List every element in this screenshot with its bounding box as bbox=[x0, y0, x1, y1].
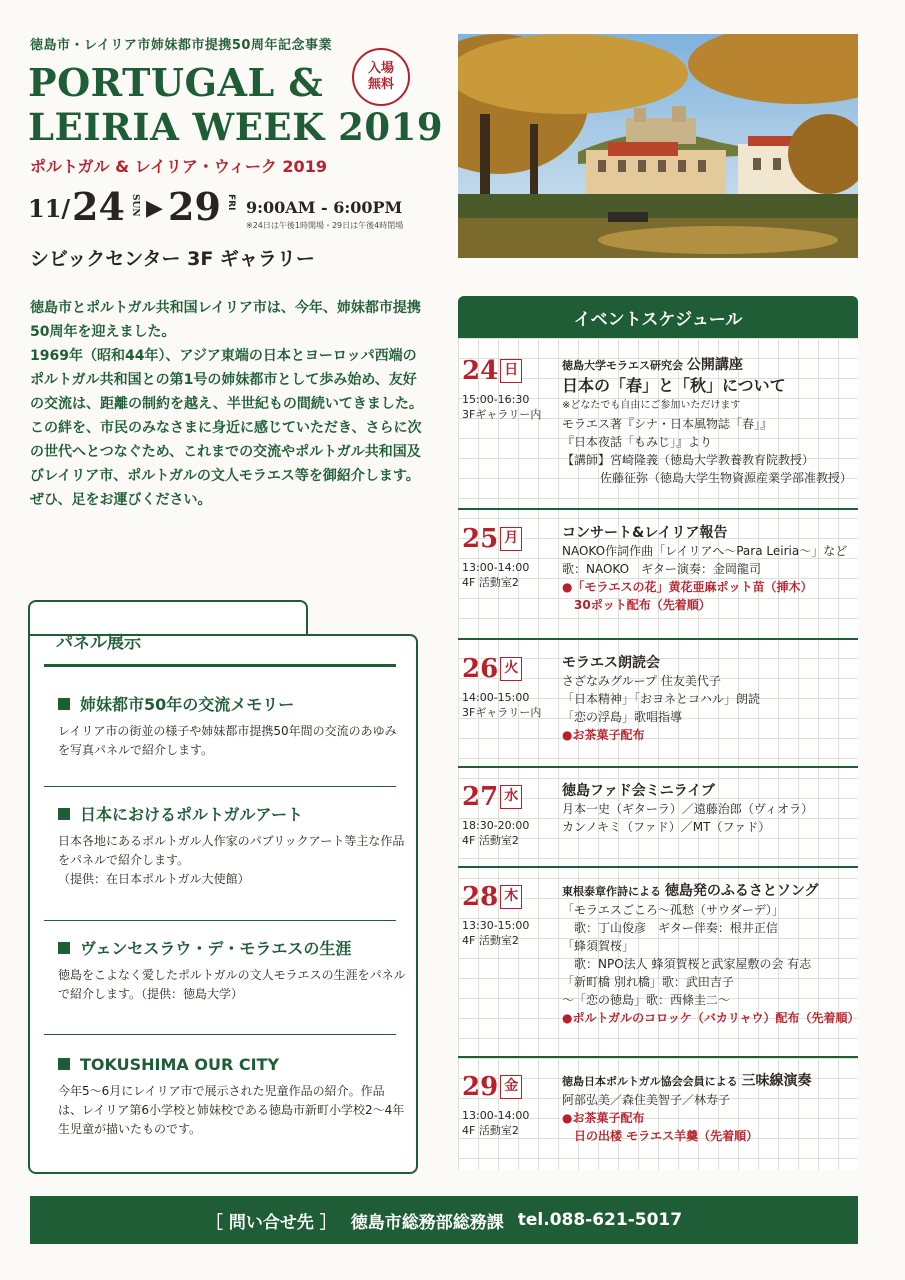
event-highlight: 30ポット配布（先着順） bbox=[574, 598, 711, 612]
event-details bbox=[562, 1072, 858, 1145]
panel-item bbox=[58, 804, 408, 889]
hours-note: ※24日は午後1時開場・29日は午後4時閉場 bbox=[246, 221, 404, 230]
start-day: 24 bbox=[72, 184, 125, 229]
event-line: 『日本夜話「もみじ」』より bbox=[562, 435, 713, 449]
event-day: 29 bbox=[462, 1072, 499, 1102]
panel-item-text: レイリア市の街並の様子や姉妹都市提携50年間の交流のあゆみを写真パネルで紹介します。 bbox=[58, 724, 397, 757]
panel-item bbox=[58, 694, 408, 760]
event-details bbox=[562, 782, 858, 836]
square-bullet-icon bbox=[58, 1058, 70, 1070]
event-highlight: ●お茶菓子配布 bbox=[562, 1111, 645, 1125]
intro-paragraph: 徳島市とポルトガル共和国レイリア市は、今年、姉妹都市提携50周年を迎えました。 bbox=[30, 300, 421, 340]
panel-item-text: 日本各地にあるポルトガル人作家のパブリックアート等主な作品をパネルで紹介します。 bbox=[58, 834, 405, 867]
event-time: 15:00-16:30 bbox=[462, 393, 530, 406]
event-line: 歌：NAOKO ギター演奏：金岡龍司 bbox=[562, 562, 761, 576]
schedule-event bbox=[458, 782, 858, 862]
opening-hours: 9:00AM - 6:00PM bbox=[246, 198, 403, 217]
panel-item bbox=[58, 938, 408, 1004]
badge-line-1: 入場 bbox=[367, 61, 394, 76]
event-date bbox=[462, 654, 522, 684]
panel-item-text: 今年5～6月にレイリア市で展示された児童作品の紹介。作品は、レイリア第6小学校と姉妹校である徳島市新町小学校2～4年生児童が描いたものです。 bbox=[58, 1084, 405, 1136]
contact-footer bbox=[30, 1196, 858, 1244]
event-subtitle: 日本の「春」と「秋」について bbox=[562, 376, 786, 395]
event-organizer: 東根泰章作詩による bbox=[562, 885, 661, 898]
event-weekday: 日 bbox=[500, 359, 522, 383]
contact-org: 徳島市総務部総務課 bbox=[350, 1212, 504, 1233]
event-highlight: ●ポルトガルのコロッケ（バカリャウ）配布（先着順） bbox=[562, 1011, 860, 1025]
title-japanese: ポルトガル & レイリア・ウィーク 2019 bbox=[30, 157, 327, 176]
event-details bbox=[562, 356, 858, 487]
event-place: 4F 活動室2 bbox=[462, 1124, 519, 1137]
schedule-event bbox=[458, 1072, 858, 1162]
event-title: 徳島ファド会ミニライブ bbox=[562, 783, 715, 799]
event-time-place bbox=[462, 1108, 529, 1138]
event-place: 4F 活動室2 bbox=[462, 934, 519, 947]
event-line: NAOKO作詞作曲「レイリアへ～Para Leiria～」など bbox=[562, 544, 848, 558]
square-bullet-icon bbox=[58, 942, 70, 954]
panel-item-heading: ヴェンセスラウ・デ・モラエスの生涯 bbox=[58, 938, 408, 960]
event-details bbox=[562, 882, 858, 1027]
title-line-1: PORTUGAL & bbox=[28, 60, 324, 105]
event-day: 25 bbox=[462, 524, 499, 554]
free-admission-badge bbox=[352, 48, 410, 106]
end-weekday: FRI bbox=[226, 194, 236, 211]
event-line: 「日本精神」「おヨネとコハル」朗読 bbox=[562, 692, 761, 706]
event-time-place bbox=[462, 818, 529, 848]
event-organizer: 徳島日本ポルトガル協会会員による bbox=[562, 1075, 738, 1088]
schedule-event bbox=[458, 654, 858, 754]
event-details bbox=[562, 524, 858, 614]
start-month: 11/ bbox=[28, 194, 71, 223]
event-weekday: 金 bbox=[500, 1075, 522, 1099]
contact-label: ［ 問い合せ先 ］ bbox=[205, 1212, 337, 1233]
event-line: 歌：丁山俊彦 ギター伴奏：根井正信 bbox=[574, 921, 778, 935]
event-place: 4F 活動室2 bbox=[462, 834, 519, 847]
badge-line-2: 無料 bbox=[367, 77, 394, 92]
event-highlight: 日の出楼 モラエス羊羹（先着順） bbox=[574, 1129, 759, 1143]
start-weekday: SUN bbox=[130, 194, 140, 217]
panel-divider bbox=[44, 1034, 396, 1035]
schedule-event bbox=[458, 882, 858, 1042]
event-time-place bbox=[462, 918, 529, 948]
event-highlight: ●「モラエスの花」黄花亜麻ポット苗（挿木） bbox=[562, 580, 813, 594]
event-date bbox=[462, 782, 522, 812]
title-line-2: LEIRIA WEEK 2019 bbox=[28, 105, 444, 149]
intro-paragraph: この絆を、市民のみなさまに身近に感じていただき、さらに次の世代へとつなぐため、これまでの交流やポルトガル共和国及びレイリア市、ポルトガルの文人モラエス等を御紹介します。ぜひ、足をお運びください。 bbox=[30, 420, 422, 508]
event-day: 26 bbox=[462, 654, 499, 684]
event-title: コンサート&レイリア報告 bbox=[562, 525, 728, 541]
event-line: さざなみグループ 住友美代子 bbox=[562, 674, 721, 688]
event-subtitle: 徳島市・レイリア市姉妹都市提携50周年記念事業 bbox=[30, 38, 332, 53]
event-separator bbox=[458, 508, 858, 510]
event-dates bbox=[28, 186, 428, 234]
schedule-event bbox=[458, 524, 858, 624]
event-note: ※どなたでも自由にご参加いただけます bbox=[562, 400, 741, 411]
panel-item-heading: TOKUSHIMA OUR CITY bbox=[58, 1054, 408, 1076]
event-place: 3Fギャラリー内 bbox=[462, 706, 542, 719]
event-time: 14:00-15:00 bbox=[462, 691, 530, 704]
event-time: 13:00-14:00 bbox=[462, 1109, 530, 1122]
event-date bbox=[462, 524, 522, 554]
contact-tel[interactable]: tel.088-621-5017 bbox=[517, 1210, 683, 1230]
event-line: カンノキミ（ファド）／MT（ファド） bbox=[562, 820, 771, 834]
event-title: モラエス朗読会 bbox=[562, 655, 660, 671]
event-highlight: ●お茶菓子配布 bbox=[562, 728, 645, 742]
event-organizer: 徳島大学モラエス研究会 bbox=[562, 359, 683, 372]
event-line: 月本一史（ギターラ）／遠藤治郎（ヴィオラ） bbox=[562, 802, 814, 816]
schedule-event bbox=[458, 356, 858, 496]
event-line: 歌：NPO法人 蜂須賀桜と武家屋敷の会 有志 bbox=[574, 957, 812, 971]
intro-paragraph: 1969年（昭和44年）、アジア東端の日本とヨーロッパ西端のポルトガル共和国との第1号の姉妹都市として歩み始め、友好の交流は、距離の制約を越え、半世紀もの間続いてきました。 bbox=[30, 348, 423, 412]
event-time-place bbox=[462, 392, 541, 422]
event-line: 「新町橋 別れ橋」歌：武田吉子 bbox=[562, 975, 734, 989]
square-bullet-icon bbox=[58, 698, 70, 710]
event-date bbox=[462, 882, 522, 912]
panel-divider bbox=[44, 786, 396, 787]
event-separator bbox=[458, 766, 858, 768]
event-title: 公開講座 bbox=[686, 357, 743, 373]
event-title: 三味線演奏 bbox=[741, 1073, 812, 1089]
venue: シビックセンター 3F ギャラリー bbox=[30, 248, 315, 270]
event-weekday: 月 bbox=[500, 527, 522, 551]
intro-text bbox=[30, 296, 430, 512]
event-line: 佐藤征弥（徳島大学生物資源産業学部准教授） bbox=[600, 471, 853, 485]
panel-item bbox=[58, 1054, 408, 1139]
panel-item-text: 徳島をこよなく愛したポルトガルの文人モラエスの生涯をパネルで紹介します。（提供：徳島大学） bbox=[58, 968, 406, 1001]
event-separator bbox=[458, 638, 858, 640]
panel-item-heading: 姉妹都市50年の交流メモリー bbox=[58, 694, 408, 716]
event-time: 13:30-15:00 bbox=[462, 919, 530, 932]
event-day: 27 bbox=[462, 782, 499, 812]
schedule-title-bar: イベントスケジュール bbox=[458, 296, 858, 338]
event-line: 【講師】宮崎隆義（徳島大学教養教育院教授） bbox=[562, 453, 815, 467]
event-title: 徳島発のふるさとソング bbox=[664, 883, 819, 899]
panel-title: パネル展示 bbox=[56, 633, 141, 653]
event-line: モラエス著『シナ・日本風物誌「春」』 bbox=[562, 417, 773, 431]
panel-item-credit: （提供：在日本ポルトガル大使館） bbox=[58, 872, 250, 886]
event-day: 28 bbox=[462, 882, 499, 912]
end-day: 29 bbox=[168, 184, 221, 229]
panel-divider bbox=[44, 920, 396, 921]
event-line: 阿部弘美／森住美智子／林寿子 bbox=[562, 1093, 731, 1107]
event-weekday: 火 bbox=[500, 657, 522, 681]
event-date bbox=[462, 1072, 522, 1102]
square-bullet-icon bbox=[58, 808, 70, 820]
event-date bbox=[462, 356, 522, 386]
event-details bbox=[562, 654, 858, 744]
event-line: 「モラエスごころ～孤愁（サウダーデ）」 bbox=[562, 903, 784, 917]
event-line: 「蜂須賀桜」 bbox=[562, 939, 635, 953]
event-separator bbox=[458, 866, 858, 868]
event-line: ～「恋の徳島」歌：西條圭二～ bbox=[562, 993, 731, 1007]
event-time-place bbox=[462, 560, 529, 590]
leiria-castle-illustration bbox=[458, 34, 858, 258]
event-place: 4F 活動室2 bbox=[462, 576, 519, 589]
event-day: 24 bbox=[462, 356, 499, 386]
event-time: 13:00-14:00 bbox=[462, 561, 530, 574]
event-time-place bbox=[462, 690, 541, 720]
date-arrow-icon: ▶ bbox=[146, 196, 163, 221]
event-separator bbox=[458, 1056, 858, 1058]
panel-item-heading: 日本におけるポルトガルアート bbox=[58, 804, 408, 826]
event-place: 3Fギャラリー内 bbox=[462, 408, 542, 421]
event-weekday: 木 bbox=[500, 885, 522, 909]
panel-title-rule bbox=[44, 664, 396, 667]
event-line: 「恋の浮島」歌唱指導 bbox=[562, 710, 683, 724]
event-time: 18:30-20:00 bbox=[462, 819, 530, 832]
leiria-castle-photo bbox=[458, 34, 858, 258]
event-weekday: 水 bbox=[500, 785, 522, 809]
